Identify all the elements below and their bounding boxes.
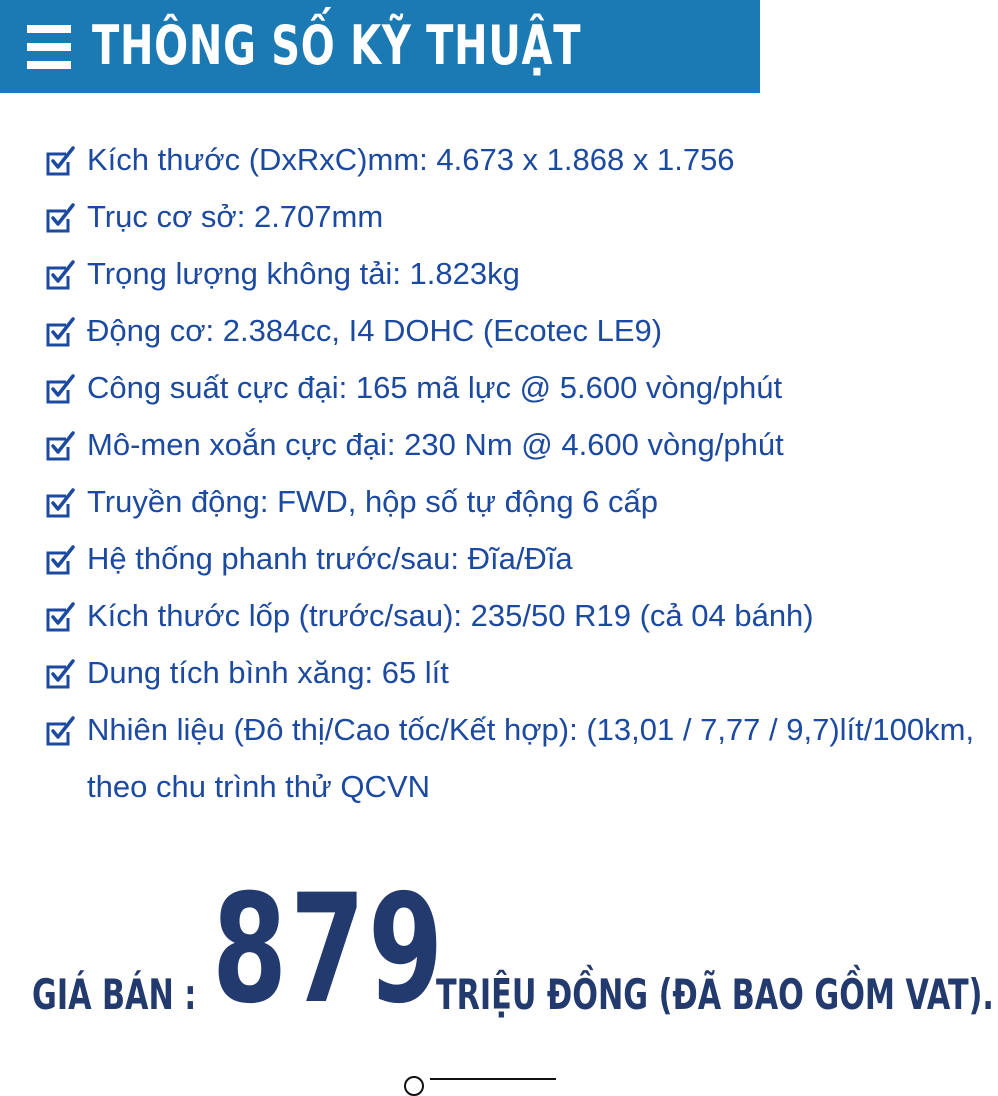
checkbox-checked-icon bbox=[44, 259, 76, 291]
spec-item bbox=[44, 474, 994, 531]
spec-item bbox=[44, 303, 994, 360]
checkbox-checked-icon bbox=[44, 316, 76, 348]
price-label: GIÁ BÁN : bbox=[32, 970, 197, 1019]
bottom-decoration bbox=[404, 1074, 556, 1082]
spec-item bbox=[44, 588, 994, 645]
spec-item bbox=[44, 246, 994, 303]
spec-text: Truyền động: FWD, hộp số tự động 6 cấp bbox=[87, 484, 659, 519]
spec-text: Động cơ: 2.384cc, I4 DOHC (Ecotec LE9) bbox=[87, 313, 663, 348]
price-value: 879 bbox=[212, 863, 447, 1037]
spec-text: Kích thước lốp (trước/sau): 235/50 R19 (cả 04 bánh) bbox=[87, 598, 814, 633]
spec-text: Dung tích bình xăng: 65 lít bbox=[87, 655, 449, 690]
checkbox-checked-icon bbox=[44, 487, 76, 519]
spec-text: Hệ thống phanh trước/sau: Đĩa/Đĩa bbox=[87, 541, 573, 576]
spec-text: Kích thước (DxRxC)mm: 4.673 x 1.868 x 1.756 bbox=[87, 142, 735, 177]
spec-item bbox=[44, 189, 994, 246]
checkbox-checked-icon bbox=[44, 601, 76, 633]
checkbox-checked-icon bbox=[44, 658, 76, 690]
spec-item bbox=[44, 132, 994, 189]
price-block bbox=[32, 863, 998, 1037]
spec-item bbox=[44, 702, 994, 804]
spec-item bbox=[44, 531, 994, 588]
spec-text: Trọng lượng không tải: 1.823kg bbox=[87, 256, 520, 291]
checkbox-checked-icon bbox=[44, 430, 76, 462]
page-title: THÔNG SỐ KỸ THUẬT bbox=[92, 14, 582, 77]
spec-text: Nhiên liệu (Đô thị/Cao tốc/Kết hợp): (13,01 / 7,77 / 9,7)lít/100km, theo chu trình thử QCVN bbox=[87, 712, 975, 804]
checkbox-checked-icon bbox=[44, 145, 76, 177]
spec-text: Mô-men xoắn cực đại: 230 Nm @ 4.600 vòng/phút bbox=[87, 427, 784, 462]
checkbox-checked-icon bbox=[44, 715, 76, 747]
price-unit: TRIỆU ĐỒNG (ĐÃ BAO GỒM VAT). bbox=[436, 970, 994, 1019]
checkbox-checked-icon bbox=[44, 373, 76, 405]
spec-item bbox=[44, 417, 994, 474]
spec-item bbox=[44, 645, 994, 702]
spec-item bbox=[44, 360, 994, 417]
spec-text: Trục cơ sở: 2.707mm bbox=[87, 199, 384, 234]
checkbox-checked-icon bbox=[44, 544, 76, 576]
checkbox-checked-icon bbox=[44, 202, 76, 234]
menu-icon bbox=[27, 25, 73, 69]
header-banner bbox=[0, 0, 760, 93]
spec-text: Công suất cực đại: 165 mã lực @ 5.600 vòng/phút bbox=[87, 370, 783, 405]
